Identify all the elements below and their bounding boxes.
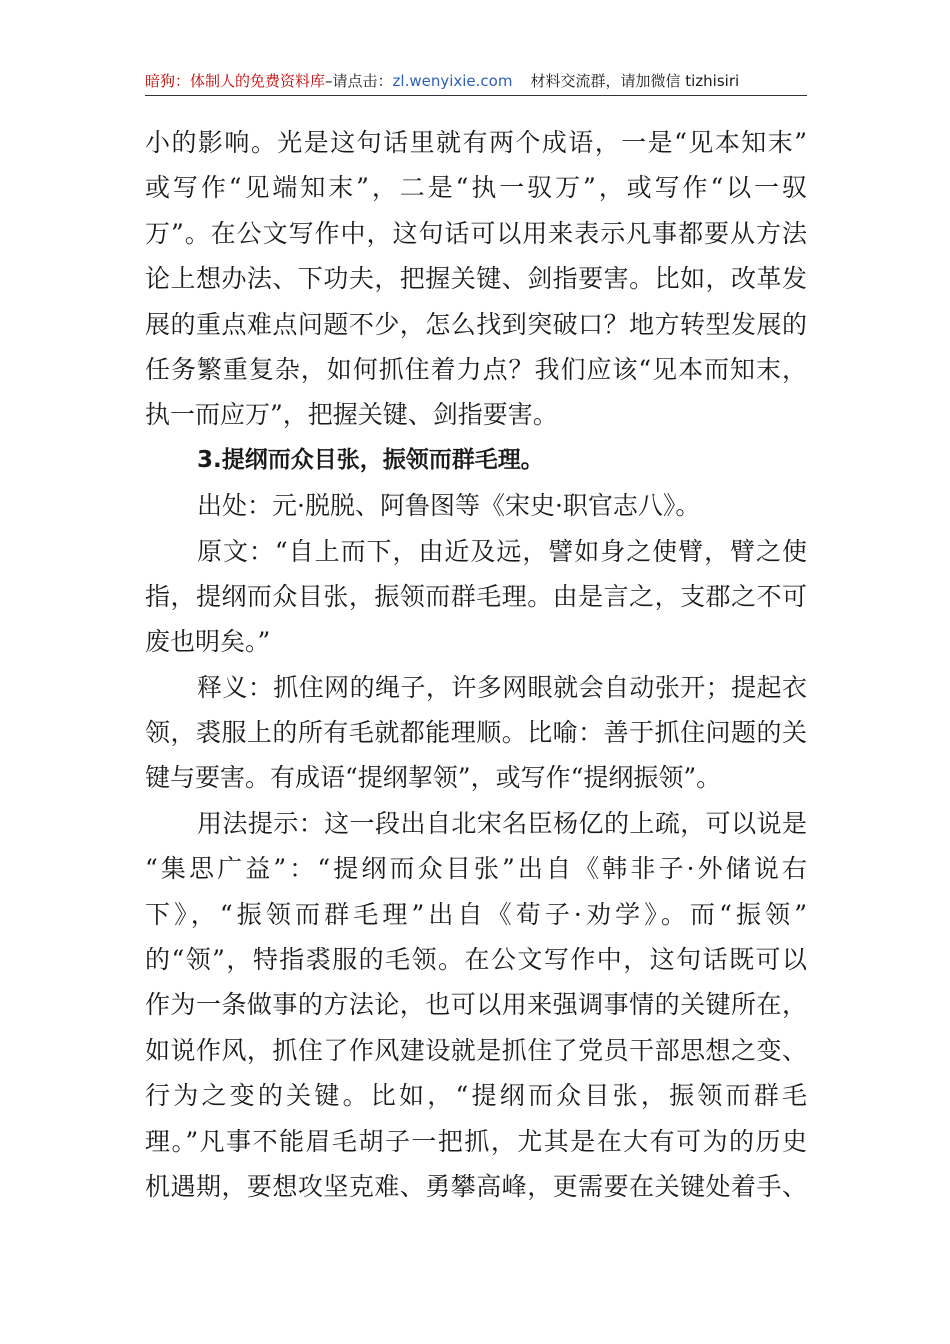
text-line: 如说作风，抓住了作风建设就是抓住了党员干部思想之变、 (145, 1035, 807, 1065)
paragraph-meaning (145, 665, 807, 801)
section-heading: 3.提纲而众目张，振领而群毛理。 (197, 446, 544, 473)
text-line: 指，提纲而众目张，振领而群毛理。由是言之，支郡之不可 (145, 581, 807, 611)
header-brand: 暗狗：体制人的免费资料库 (145, 72, 326, 90)
text-line: 小的影响。光是这句话里就有两个成语，一是“见本知末” (145, 128, 807, 157)
header-link-prefix: –请点击： (325, 72, 393, 90)
text-line: 作为一条做事的方法论，也可以用来强调事情的关键所在， (145, 990, 807, 1020)
text-line: 原文：“自上而下，由近及远，譬如身之使臂，臂之使 (197, 536, 807, 566)
text-line: 释义：抓住网的绳子，许多网眼就会自动张开；提起衣 (197, 672, 807, 702)
source-line: 出处：元·脱脱、阿鲁图等《宋史·职官志八》。 (197, 491, 701, 521)
text-line: 的“领”，特指裘服的毛领。在公文写作中，这句话既可以 (145, 945, 807, 975)
text-line: “集思广益”：“提纲而众目张”出自《韩非子·外储说右 (145, 854, 807, 884)
text-line: 领，裘服上的所有毛就都能理顺。比喻：善于抓住问题的关 (145, 718, 807, 748)
paragraph-usage (145, 801, 807, 1210)
paragraph-continuation (145, 120, 807, 438)
text-line: 废也明矣。” (145, 627, 271, 657)
document-body (145, 120, 807, 1209)
page-header (145, 68, 807, 94)
text-line: 下》，“振领而群毛理”出自《荀子·劝学》。而“振领” (145, 899, 807, 929)
header-divider (145, 95, 807, 96)
text-line: 论上想办法、下功夫，把握关键、剑指要害。比如，改革发 (145, 264, 807, 294)
text-line: 用法提示：这一段出自北宋名臣杨亿的上疏，可以说是 (197, 808, 807, 838)
text-line: 任务繁重复杂，如何抓住着力点？我们应该“见本而知末， (145, 354, 807, 384)
text-line: 行为之变的关键。比如，“提纲而众目张，振领而群毛 (145, 1081, 807, 1111)
text-line: 理。”凡事不能眉毛胡子一把抓，尤其是在大有可为的历史 (145, 1126, 807, 1156)
text-line: 机遇期，要想攻坚克难、勇攀高峰，更需要在关键处着手、 (145, 1171, 807, 1201)
text-line: 万”。在公文写作中，这句话可以用来表示凡事都要从方法 (145, 218, 807, 248)
text-line: 执一而应万”，把握关键、剑指要害。 (145, 400, 558, 430)
text-line: 或写作“见端知末”，二是“执一驭万”，或写作“以一驭 (145, 173, 807, 203)
text-line: 展的重点难点问题不少，怎么找到突破口？地方转型发展的 (145, 309, 807, 339)
header-contact: 材料交流群，请加微信 tizhisiri (530, 72, 740, 90)
text-line: 键与要害。有成语“提纲挈领”，或写作“提纲振领”。 (145, 763, 722, 793)
paragraph-original (145, 529, 807, 665)
header-link[interactable]: zl.wenyixie.com (392, 72, 513, 90)
